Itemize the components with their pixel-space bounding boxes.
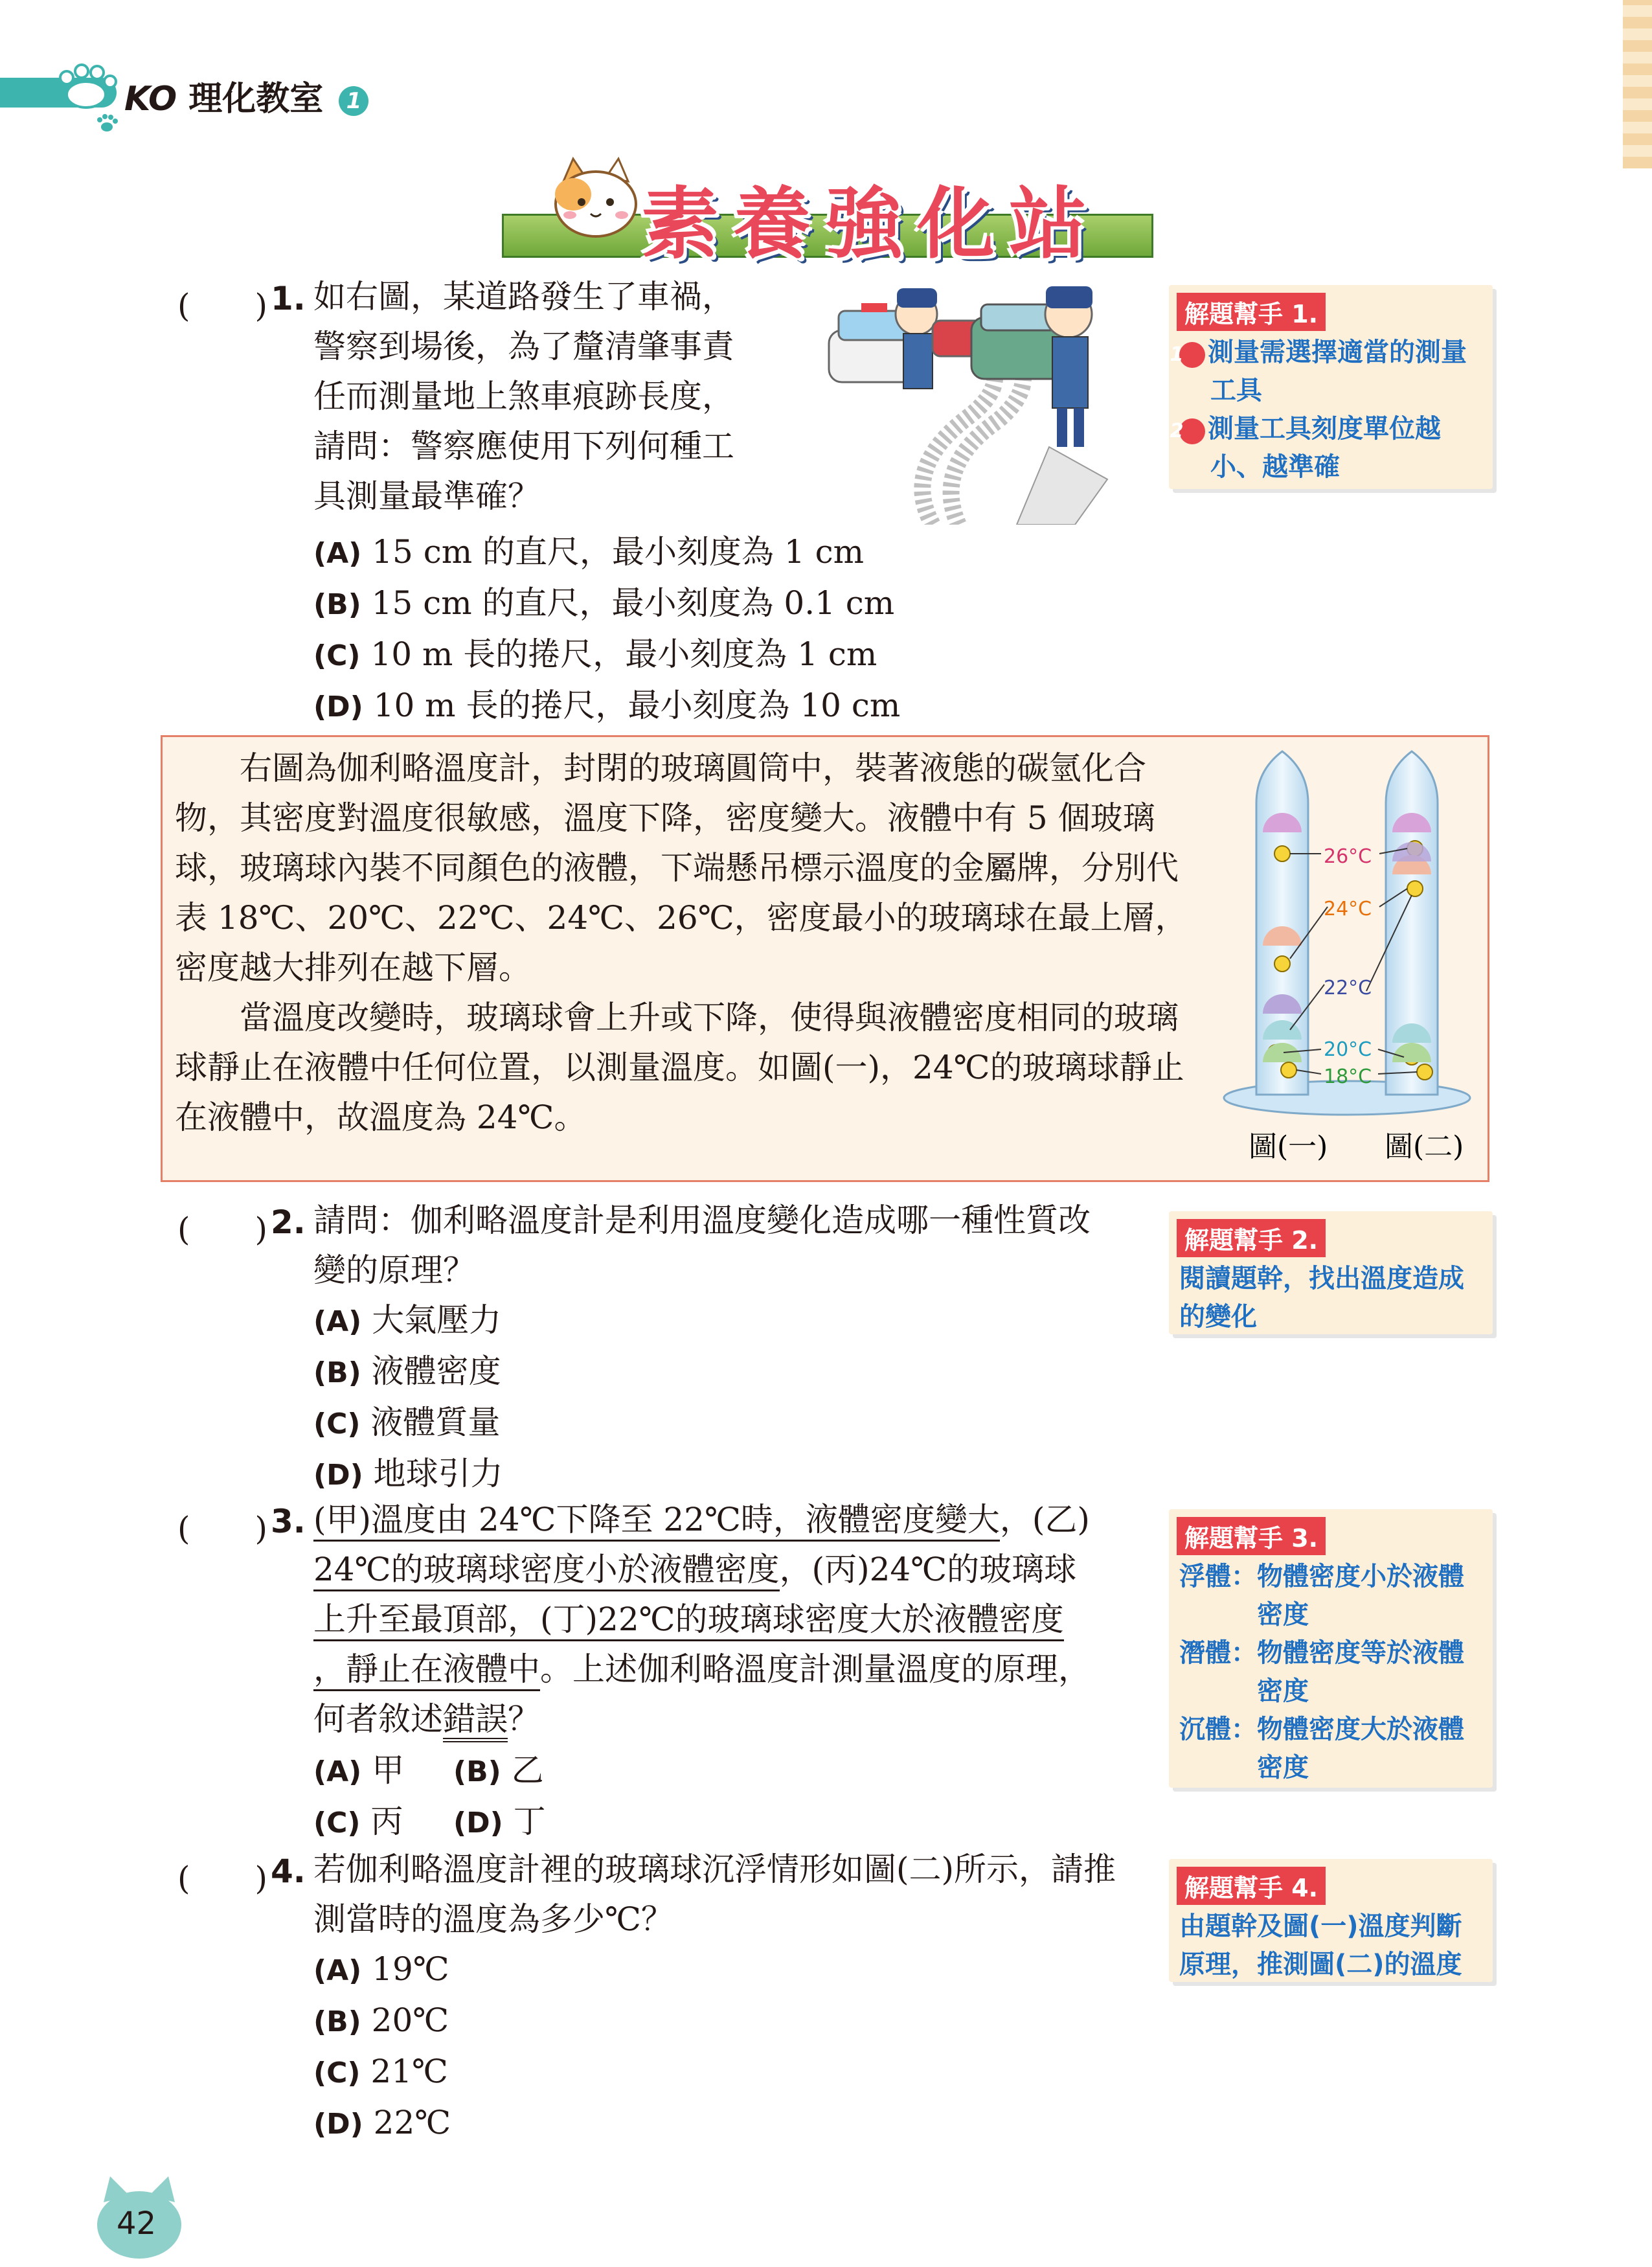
option-text: 丙 [370, 1803, 403, 1840]
q1-line: 任而測量地上煞車痕跡長度， [313, 378, 734, 415]
q1-option-c[interactable] [313, 630, 900, 681]
q4-line: 若伽利略溫度計裡的玻璃球沉浮情形如圖(二)所示，請推 [313, 1851, 1116, 1888]
cat-icon [550, 155, 641, 240]
option-text: 22℃ [373, 2104, 451, 2141]
option-text: 10 m 長的捲尺，最小刻度為 10 cm [373, 687, 901, 724]
side-decoration [1623, 0, 1652, 168]
reading-passage [175, 744, 1205, 1143]
helper-row [1179, 1711, 1485, 1787]
q1-option-b[interactable] [313, 578, 900, 630]
option-text: 21℃ [370, 2053, 448, 2090]
option-text: 液體密度 [371, 1352, 501, 1390]
option-label: (C) [313, 2056, 361, 2090]
label-22c: 22°C [1324, 977, 1372, 999]
helper-row-value: 物體密度大於液體密度 [1257, 1714, 1464, 1783]
q2-number: 2. [271, 1203, 306, 1241]
q1-line: 如右圖，某道路發生了車禍， [313, 278, 734, 315]
q2-option-a[interactable] [313, 1295, 503, 1347]
header-volume-badge: 1 [339, 86, 368, 116]
q3-statement-ding: ，(丁)22℃的玻璃球密度大於液體密度 [508, 1601, 1064, 1641]
option-label: (C) [313, 1407, 361, 1441]
label-24c: 24°C [1324, 898, 1372, 920]
header-title-text: 理化教室 [188, 80, 324, 119]
option-label: (B) [313, 2005, 361, 2038]
option-label: (B) [313, 1356, 361, 1389]
number-circle-icon: 2 [1179, 418, 1205, 444]
number-circle-icon: 1 [1179, 342, 1205, 368]
q2-answer-bracket[interactable]: ( ) [177, 1211, 268, 1248]
reading-paragraph: 當溫度改變時，玻璃球會上升或下降，使得與液體密度相同的玻璃球靜止在液體中任何位置，以測量溫度。如圖(一)，24℃的玻璃球靜止在液體中，故溫度為 24℃。 [175, 999, 1184, 1136]
car-accident-illustration [803, 285, 1153, 525]
option-text: 甲 [372, 1751, 405, 1789]
helper-row-key: 潛體： [1179, 1638, 1257, 1668]
helper-row-key: 沉體： [1179, 1714, 1257, 1744]
q3-options [313, 1746, 546, 1848]
q4-options [313, 1944, 451, 2149]
q3-text: 。上述伽利略溫度計測量溫度的原理， [540, 1650, 1091, 1688]
q1-options [313, 527, 900, 732]
option-label: (D) [453, 1806, 503, 1840]
label-26c: 26°C [1324, 845, 1372, 868]
option-label: (D) [313, 690, 363, 723]
q4-stem [313, 1845, 1116, 1944]
helper-box-4 [1169, 1859, 1493, 1982]
q3-statement-bing: 上升至最頂部 [313, 1601, 508, 1641]
option-label: (C) [313, 639, 361, 672]
q3-line [313, 1595, 1136, 1645]
helper-box-3 [1169, 1509, 1493, 1788]
figure-caption-1: 圖(一) [1249, 1130, 1328, 1163]
q2-option-b[interactable] [313, 1347, 503, 1398]
helper-row-value: 物體密度等於液體密度 [1257, 1638, 1464, 1706]
q3-line [313, 1645, 1136, 1694]
q3-statement-yi: 24℃的玻璃球密度小於液體密度 [313, 1551, 780, 1591]
option-label: (A) [313, 1954, 362, 1987]
helper-tag: 解題幫手 4. [1177, 1867, 1326, 1905]
helper-text: 閱讀題幹，找出溫度造成的變化 [1179, 1264, 1464, 1332]
q3-stem [313, 1495, 1136, 1744]
q1-line: 具測量最準確？ [313, 477, 540, 515]
option-label: (D) [313, 1459, 363, 1492]
q3-option-b[interactable] [453, 1751, 544, 1789]
helper-text: 由題幹及圖(一)溫度判斷原理，推測圖(二)的溫度 [1179, 1911, 1462, 1979]
q1-line: 請問：警察應使用下列何種工 [313, 427, 734, 465]
q3-text: ，(乙) [999, 1501, 1090, 1538]
helper-row [1179, 1558, 1485, 1634]
option-label: (A) [313, 1755, 362, 1788]
q1-option-d[interactable] [313, 681, 900, 732]
label-18c: 18°C [1324, 1065, 1372, 1088]
q3-statement-jia: (甲)溫度由 24℃下降至 22℃時，液體密度變大 [313, 1501, 1000, 1542]
header-ko: KO [124, 80, 177, 119]
option-text: 丁 [513, 1803, 546, 1840]
option-text: 液體質量 [370, 1404, 501, 1441]
option-text: 15 cm 的直尺，最小刻度為 1 cm [372, 533, 865, 571]
page-number: 42 [117, 2205, 157, 2242]
q4-option-d[interactable] [313, 2098, 451, 2149]
q4-number: 4. [271, 1852, 306, 1890]
helper-row-value: 物體密度小於液體密度 [1257, 1562, 1464, 1630]
q4-answer-bracket[interactable]: ( ) [177, 1860, 268, 1897]
option-label: (D) [313, 2108, 363, 2141]
option-text: 20℃ [371, 2001, 449, 2039]
helper-item-text: 測量工具刻度單位越小、越準確 [1208, 414, 1441, 482]
label-20c: 20°C [1324, 1038, 1372, 1061]
paw-icon [51, 63, 122, 109]
q1-option-a[interactable] [313, 527, 900, 578]
q1-line: 警察到場後，為了釐清肇事責 [313, 328, 734, 365]
header-title [124, 71, 368, 120]
q3-line [313, 1495, 1136, 1545]
option-label: (C) [313, 1806, 361, 1840]
q1-answer-bracket[interactable]: ( ) [177, 287, 268, 325]
helper-row-key: 浮體： [1179, 1562, 1257, 1591]
helper-tag: 解題幫手 2. [1177, 1219, 1326, 1257]
q3-line [313, 1694, 1136, 1744]
q4-option-a[interactable] [313, 1944, 451, 1996]
q2-option-c[interactable] [313, 1398, 503, 1449]
helper-box-2 [1169, 1211, 1493, 1334]
option-text: 19℃ [372, 1950, 449, 1988]
q3-text: ，(丙)24℃的玻璃球 [779, 1551, 1077, 1588]
banner-title: 素養強化站 [641, 179, 1101, 269]
q1-stem [313, 272, 734, 521]
q4-option-c[interactable] [313, 2047, 451, 2098]
q2-option-d[interactable] [313, 1449, 503, 1500]
q2-stem [313, 1196, 1091, 1295]
q1-number: 1. [271, 280, 306, 317]
option-label: (A) [313, 1305, 362, 1338]
helper-tag: 解題幫手 1. [1177, 293, 1326, 331]
q3-answer-bracket[interactable]: ( ) [177, 1510, 268, 1547]
helper-item-text: 測量需選擇適當的測量工具 [1208, 337, 1467, 405]
option-text: 10 m 長的捲尺，最小刻度為 1 cm [370, 635, 877, 673]
option-text: 15 cm 的直尺，最小刻度為 0.1 cm [371, 584, 895, 622]
q2-line: 變的原理？ [313, 1251, 475, 1289]
q2-line: 請問：伽利略溫度計是利用溫度變化造成哪一種性質改 [313, 1202, 1091, 1239]
q3-text: 何者敘述 [313, 1700, 443, 1738]
helper-box-1 [1169, 285, 1493, 489]
q3-option-c[interactable] [313, 1797, 453, 1848]
helper-item [1170, 334, 1485, 410]
galileo-thermometer-figure [1217, 745, 1477, 1179]
q2-options [313, 1295, 503, 1500]
q4-option-b[interactable] [313, 1996, 451, 2047]
option-text: 乙 [511, 1751, 544, 1789]
q3-line [313, 1545, 1136, 1595]
q4-line: 測當時的溫度為多少℃？ [313, 1900, 673, 1938]
figure-caption-2: 圖(二) [1385, 1130, 1464, 1163]
helper-item [1170, 410, 1485, 486]
helper-row [1179, 1634, 1485, 1711]
option-text: 地球引力 [373, 1455, 503, 1492]
paw-small-icon [96, 114, 118, 133]
q3-number: 3. [271, 1503, 306, 1540]
helper-tag: 解題幫手 3. [1177, 1517, 1326, 1555]
option-label: (B) [313, 588, 361, 621]
option-label: (A) [313, 537, 362, 570]
q3-text: ？ [508, 1700, 540, 1738]
q3-statement-ding-cont: ，靜止在液體中 [313, 1650, 540, 1691]
option-label: (B) [453, 1755, 501, 1788]
q3-option-a[interactable] [313, 1746, 453, 1797]
q3-emphasis-wrong: 錯誤 [443, 1700, 508, 1742]
option-text: 大氣壓力 [372, 1301, 502, 1339]
q3-option-d[interactable] [453, 1803, 546, 1840]
reading-paragraph: 右圖為伽利略溫度計，封閉的玻璃圓筒中，裝著液態的碳氫化合物，其密度對溫度很敏感，溫度下降，密度變大。液體中有 5 個玻璃球，玻璃球內裝不同顏色的液體，下端懸吊標示溫度的金屬牌，分別代表 18℃、20℃、22℃、24℃、26℃，密度最小的玻璃球在最上層，密度越大排列在越下層。 [175, 749, 1188, 986]
